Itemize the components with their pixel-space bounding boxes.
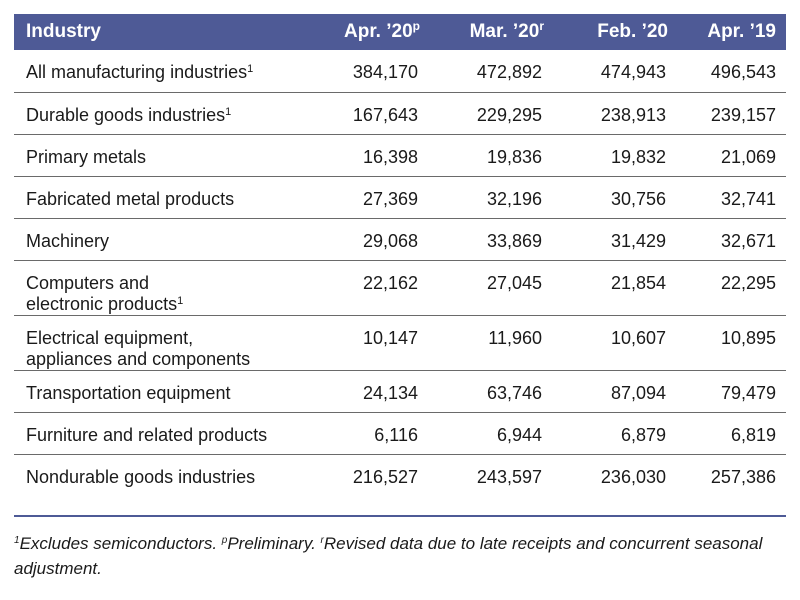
header-industry: Industry <box>26 21 101 42</box>
table-bottom-rule <box>14 515 786 517</box>
cell-value: 22,162 <box>310 260 430 315</box>
table-row <box>14 315 786 370</box>
cell-value: 10,147 <box>310 315 430 370</box>
cell-value: 16,398 <box>310 134 430 176</box>
row-label: Machinery <box>14 218 310 260</box>
table-row <box>14 218 786 260</box>
cell-value: 243,597 <box>476 466 542 487</box>
cell-value: 19,836 <box>430 134 554 176</box>
cell-value: 32,196 <box>430 176 554 218</box>
header-apr-19: Apr. ’19 <box>707 21 776 42</box>
row-label: Fabricated metal products <box>14 176 310 218</box>
cell-value: 63,746 <box>430 370 554 412</box>
cell-value: 29,068 <box>310 218 430 260</box>
cell-value: 30,756 <box>554 176 678 218</box>
cell-value: 24,134 <box>310 370 430 412</box>
cell-value: 27,045 <box>430 260 554 315</box>
table-row <box>14 454 786 497</box>
table-row <box>14 370 786 412</box>
cell-value: 238,913 <box>554 92 678 134</box>
row-label: Computers and electronic products$^1$ <box>14 260 310 315</box>
cell-value: 257,386 <box>710 466 776 487</box>
cell-value: 6,116 <box>310 412 430 454</box>
header-mar-20: Mar. ’20$^r$ <box>469 19 544 42</box>
row-label: Primary metals <box>14 134 310 176</box>
cell-value: 6,879 <box>554 412 678 454</box>
cell-value: 6,819 <box>678 412 786 454</box>
cell-value: 27,369 <box>310 176 430 218</box>
cell-value: 32,741 <box>678 176 786 218</box>
row-label: Durable goods industries$^1$ <box>14 92 310 134</box>
row-label: Transportation equipment <box>14 370 310 412</box>
cell-value: 33,869 <box>430 218 554 260</box>
table-row <box>14 50 786 92</box>
table-row <box>14 260 786 315</box>
cell-value: 384,170 <box>310 50 430 92</box>
cell-value: 236,030 <box>600 466 666 487</box>
row-label: All manufacturing industries$^1$ <box>14 50 310 92</box>
cell-value: 10,895 <box>678 315 786 370</box>
table-row <box>14 176 786 218</box>
table-row <box>14 134 786 176</box>
table-row <box>14 92 786 134</box>
cell-value: 474,943 <box>554 50 678 92</box>
header-feb-20: Feb. ’20 <box>597 21 668 42</box>
cell-value: 31,429 <box>554 218 678 260</box>
cell-value: 10,607 <box>554 315 678 370</box>
cell-value: 32,671 <box>678 218 786 260</box>
row-label: Electrical equipment, appliances and components <box>14 315 310 370</box>
header-apr-20: Apr. ’20$^p$ <box>344 19 420 42</box>
cell-value: 229,295 <box>430 92 554 134</box>
cell-value: 21,069 <box>678 134 786 176</box>
cell-value: 6,944 <box>430 412 554 454</box>
cell-value: 472,892 <box>430 50 554 92</box>
cell-value: 87,094 <box>554 370 678 412</box>
cell-value: 167,643 <box>310 92 430 134</box>
data-table-container <box>14 14 786 497</box>
row-label: Furniture and related products <box>14 412 310 454</box>
cell-value: 216,527 <box>352 466 418 487</box>
cell-value: 22,295 <box>678 260 786 315</box>
cell-value: 239,157 <box>678 92 786 134</box>
table-header-row <box>14 14 786 50</box>
manufacturing-table <box>14 14 786 497</box>
cell-value: 21,854 <box>554 260 678 315</box>
table-row <box>14 412 786 454</box>
cell-value: 19,832 <box>554 134 678 176</box>
cell-value: 496,543 <box>678 50 786 92</box>
footnote: $^1$Excludes semiconductors. $^p$Preliminary. $^r$Revised data due to late receipts and concurrent seasonal adjustment. <box>14 534 763 578</box>
row-label: Nondurable goods industries <box>26 466 256 487</box>
cell-value: 11,960 <box>430 315 554 370</box>
cell-value: 79,479 <box>678 370 786 412</box>
